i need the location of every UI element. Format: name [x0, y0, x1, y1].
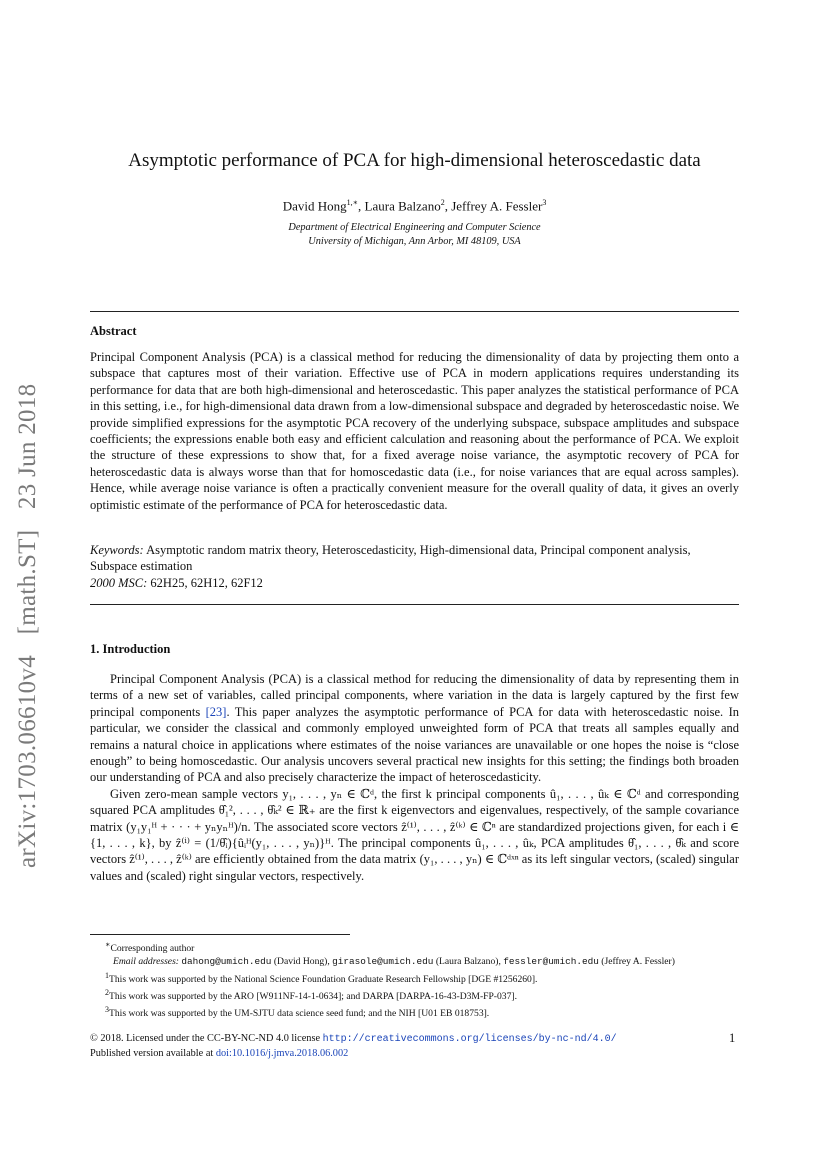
abstract-body [90, 349, 739, 513]
footnote-rule [90, 934, 350, 935]
affiliation [90, 221, 739, 249]
author-name: Jeffrey A. Fessler [451, 198, 543, 214]
keywords-text: Asymptotic random matrix theory, Heteroscedasticity, High-dimensional data, Principal component analysis, Subspace estimation [90, 543, 691, 574]
email-owner: (David Hong), [271, 956, 333, 968]
section-heading-introduction: 1. Introduction [90, 642, 171, 656]
top-rule [90, 311, 739, 312]
paper-title: Asymptotic performance of PCA for high-dimensional heteroscedastic data [128, 150, 701, 171]
footnote-1 [105, 969, 745, 986]
msc-text: 62H25, 62H12, 62F12 [150, 575, 263, 590]
footnote-mark: 3 [105, 1005, 109, 1015]
footnote-mark: 2 [105, 987, 109, 997]
intro-text: Principal Component Analysis (PCA) is a classical method for reducing the dimensionality of data by representing them in terms of a new set of variables, called principal components, where variation in the data is largely captured by the first few principal components [90, 672, 739, 719]
arxiv-category: [math.ST] [14, 529, 41, 635]
arxiv-date: 23 Jun 2018 [14, 383, 41, 510]
arxiv-id[interactable]: arXiv:1703.06610v4 [14, 654, 41, 868]
footnote-emails [105, 955, 745, 968]
msc-label: 2000 MSC: [90, 575, 148, 590]
footnote-mark: ∗ [105, 940, 111, 949]
footnote-text: This work was supported by the UM-SJTU data science seed fund; and the NIH [U01 EB 018753]. [109, 1008, 490, 1020]
footnote-corresponding [105, 938, 745, 955]
author-marks[interactable]: 1,∗ [346, 198, 359, 207]
bottom-rule [90, 604, 739, 605]
intro-paragraph-1 [90, 671, 739, 786]
arxiv-stamp [14, 370, 42, 868]
introduction-body [90, 671, 739, 884]
license-url-link[interactable]: http://creativecommons.org/licenses/by-nc-nd/4.0/ [322, 1034, 617, 1045]
doi-link[interactable]: doi:10.1016/j.jmva.2018.06.002 [215, 1047, 349, 1059]
citation-link[interactable]: [23] [205, 704, 227, 719]
keywords-label: Keywords: [90, 543, 144, 557]
footnote-text: Corresponding author [110, 943, 195, 955]
footnotes [105, 938, 745, 1021]
author-separator: , [444, 198, 452, 214]
author-name: Laura Balzano [364, 198, 441, 214]
footnote-3 [105, 1003, 745, 1020]
license-line [90, 1032, 710, 1047]
affiliation-address: University of Michigan, Ann Arbor, MI 48109, USA [308, 236, 521, 247]
page-number: 1 [729, 1031, 736, 1045]
email-owner: (Laura Balzano), [433, 956, 504, 968]
email-link[interactable]: girasole@umich.edu [332, 956, 434, 968]
author-name: David Hong [282, 198, 347, 214]
published-text: Published version available at [90, 1047, 216, 1059]
footnote-2 [105, 986, 745, 1003]
footnote-mark: 1 [105, 970, 109, 980]
keywords-block [90, 542, 739, 591]
email-owner: (Jeffrey A. Fessler) [598, 956, 675, 968]
intro-paragraph-2: Given zero-mean sample vectors y₁, . . . , yₙ ∈ ℂᵈ, the first k principal components û₁, . . . , ûₖ ∈ ℂᵈ and corresponding squared PCA amplitudes θ̂₁², . . . , θ̂ₖ² ∈ ℝ₊ are the first k eigenvectors and eigenvalues, respectively, of the sample covariance matrix (y₁y₁ᴴ + · · · + yₙyₙᴴ)/n. The associated score vectors ẑ⁽¹⁾, . . . , ẑ⁽ᵏ⁾ ∈ ℂⁿ are standardized projections given, for each i ∈ {1, . . . , k}, by ẑ⁽ⁱ⁾ = (1/θ̂ᵢ){ûᵢᴴ(y₁, . . . , yₙ)}ᴴ. The principal components û₁, . . . , ûₖ, PCA amplitudes θ̂₁, . . . , θ̂ₖ and score vectors ẑ⁽¹⁾, . . . , ẑ⁽ᵏ⁾ are efficiently obtained from the data matrix (y₁, . . . , yₙ) ∈ ℂᵈˣⁿ as its left singular vectors, (scaled) singular values and (scaled) right singular vectors, respectively. [90, 786, 739, 883]
abstract-text: Principal Component Analysis (PCA) is a classical method for reducing the dimensionality of data by projecting them onto a subspace that captures most of their variation. Effective use of PCA in modern applications requires understanding its performance for data that are both high-dimensional and heteroscedastic. This paper analyzes the statistical performance of PCA in this setting, i.e., for high-dimensional data drawn from a low-dimensional subspace and degraded by heteroscedastic noise. We provide simplified expressions for the asymptotic PCA recovery of the underlying subspace, subspace amplitudes and subspace coefficients; the expressions enable both easy and efficient calculation and reasoning about the performance of PCA. We exploit the structure of these expressions to show that, for a fixed average noise variance, the asymptotic recovery of PCA for heteroscedastic data is always worse than that for homoscedastic data (i.e., for noise variances that are equal across samples). Hence, while average noise variance is often a practically convenient measure for the overall quality of data, it gives an overly optimistic estimate of the performance of PCA for heteroscedastic data. [90, 350, 739, 512]
footnote-text: This work was supported by the ARO [W911NF-14-1-0634]; and DARPA [DARPA-16-43-D3M-FP-037]. [109, 991, 517, 1003]
author-separator: , [358, 198, 365, 214]
published-line [90, 1047, 710, 1061]
license-text: © 2018. Licensed under the CC-BY-NC-ND 4.0 license [90, 1033, 323, 1044]
email-link[interactable]: dahong@umich.edu [181, 956, 272, 968]
author-marks[interactable]: 3 [542, 198, 547, 207]
affiliation-department: Department of Electrical Engineering and Computer Science [288, 222, 541, 233]
email-label: Email addresses: [113, 956, 179, 968]
footnote-text: This work was supported by the National Science Foundation Graduate Research Fellowship [DGE #1256260]. [109, 973, 538, 985]
author-list [90, 198, 739, 214]
intro-text: . This paper analyzes the asymptotic performance of PCA for data with heteroscedastic noise. In particular, we consider the classical and commonly employed unweighted form of PCA that treats all samples equally and remains a natural choice in applications where estimates of the noise variances are unavailable or one hopes the noise is “close enough” to being homoscedastic. Our analysis uncovers several practical new insights for this setting; the findings both broaden our understanding of PCA and also precisely characterize the impact of heteroscedasticity. [90, 704, 739, 785]
email-link[interactable]: fessler@umich.edu [503, 956, 599, 968]
abstract-heading: Abstract [90, 324, 137, 338]
license-block [90, 1032, 710, 1060]
author-marks[interactable]: 2 [440, 198, 445, 207]
